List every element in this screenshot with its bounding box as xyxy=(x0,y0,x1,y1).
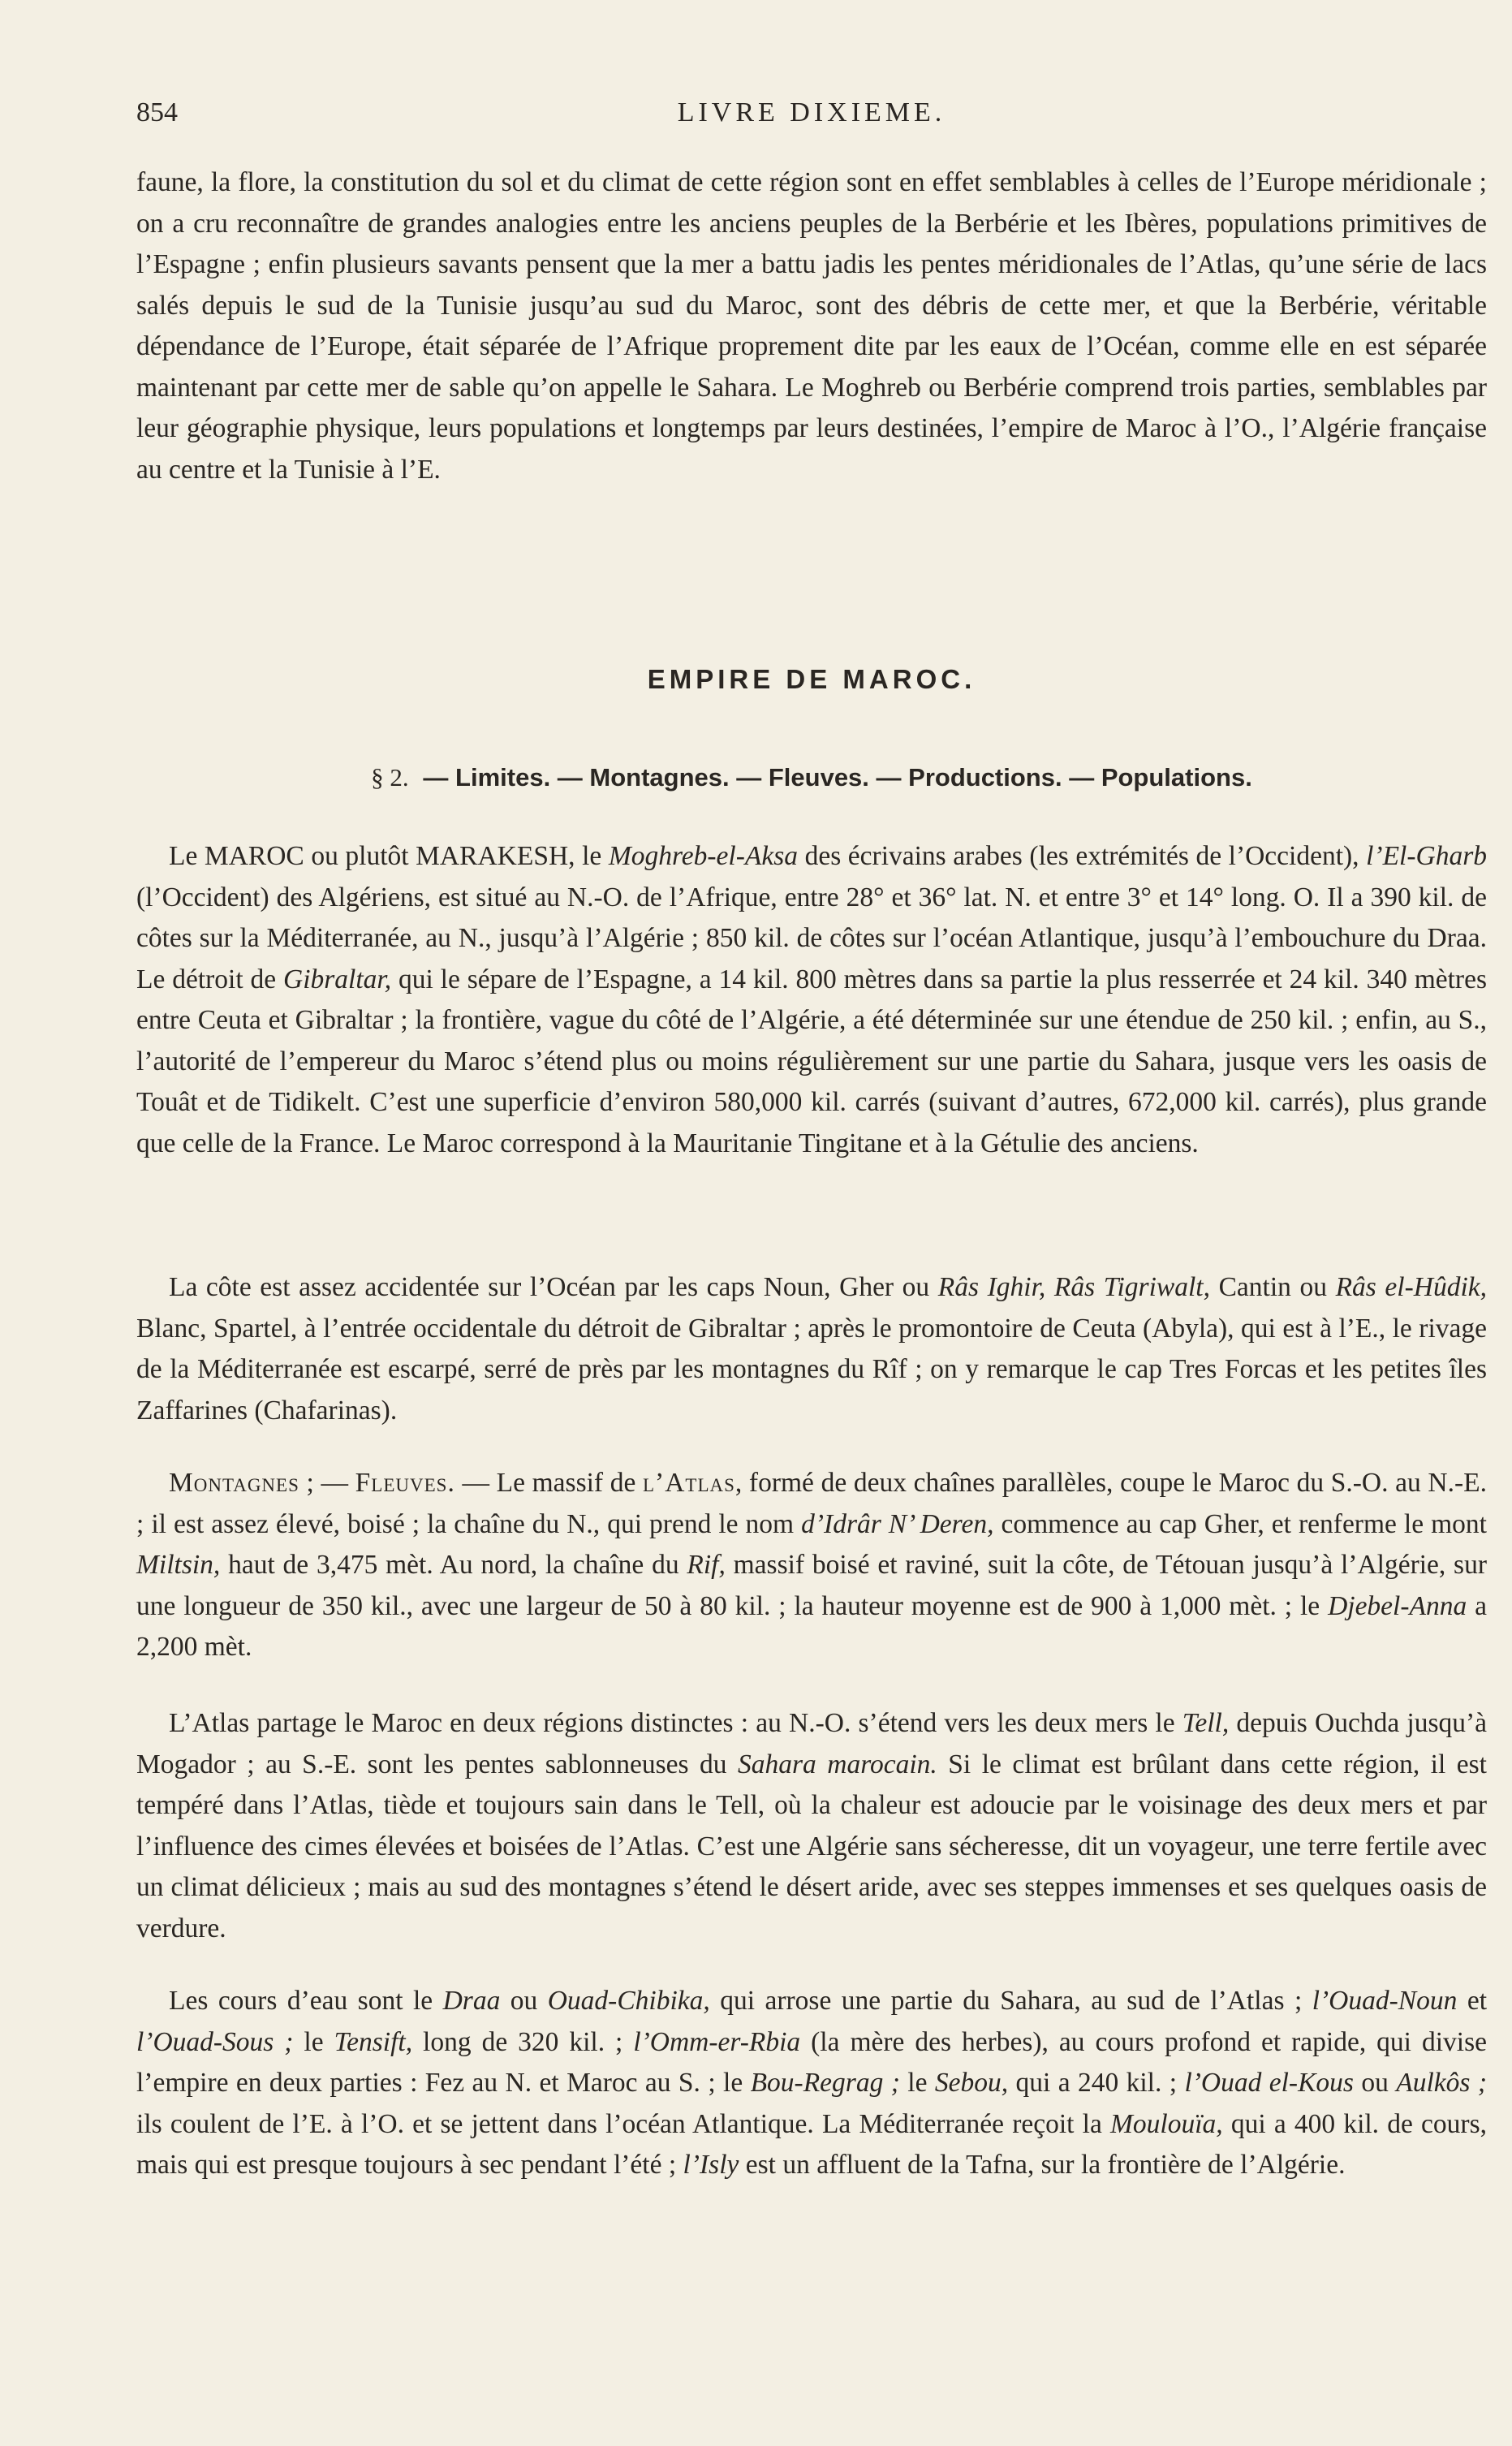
paragraph-rivers: Les cours d’eau sont le Draa ou Ouad-Chibika, qui arrose une partie du Sahara, au sud de l’Atlas ; l’Ouad-Noun et l’Ouad-Sous ; le Tensift, long de 320 kil. ; l’Omm-er-Rbia (la mère des herbes), au cours profond et rapide, qui divise l’empire en deux parties : Fez au N. et Maroc au S. ; le Bou-Regrag ; le Sebou, qui a 240 kil. ; l’Ouad el-Kous ou Aulkôs ; ils coulent de l’E. à l’O. et se jettent dans l’océan Atlantique. La Méditerranée reçoit la Moulouïa, qui a 400 kil. de cours, mais qui est presque toujours à sec pendant l’été ; l’Isly est un affluent de la Tafna, sur la frontière de l’Algérie. xyxy=(136,1986,1487,2180)
page-header xyxy=(136,97,1487,146)
paragraph-regions: L’Atlas partage le Maroc en deux régions distinctes : au N.-O. s’étend vers les deux mers le Tell, depuis Ouchda jusqu’à Mogador ; au S.-E. sont les pentes sablonneuses du Sahara marocain. Si le climat est brûlant dans cette région, il est tempéré dans l’Atlas, tiède et toujours sain dans le Tell, où la chaleur est adoucie par le voisinage des deux mers et par l’influence des cimes élevées et boisées de l’Atlas. C’est une Algérie sans sécheresse, dit un voyageur, une terre fertile avec un climat délicieux ; mais au sud des montagnes s’étend le désert aride, avec ses steppes immenses et ses quelques oasis de verdure. xyxy=(136,1708,1488,1943)
paragraph-coast: La côte est assez accidentée sur l’Océan par les caps Noun, Gher ou Râs Ighir, Râs Tigriwalt, Cantin ou Râs el-Hûdik, Blanc, Spartel, à l’entrée occidentale du détroit de Gibraltar ; après le promontoire de Ceuta (Abyla), qui est à l’E., le rivage de la Méditerranée est escarpé, serré de près par les montagnes du Rîf ; on y remarque le cap Tres Forcas et les petites îles Zaffarines (Chafarinas). xyxy=(136,1272,1488,1426)
section-number: § 2. xyxy=(371,763,409,792)
paragraph-mountains: Montagnes ; — Fleuves. — Le massif de l’Atlas, formé de deux chaînes parallèles, coupe le Maroc du S.-O. au N.-E. ; il est assez élevé, boisé ; la chaîne du N., qui prend le nom d’Idrâr N’ Deren, commence au cap Gher, et renferme le mont Miltsin, haut de 3,475 mèt. Au nord, la chaîne du Rif, massif boisé et raviné, suit la côte, de Tétouan jusqu’à l’Algérie, sur une longueur de 350 kil., avec une largeur de 50 à 80 kil. ; la hauteur moyenne est de 900 à 1,000 mèt. ; le Djebel-Anna a 2,200 mèt. xyxy=(136,1468,1487,1662)
page-number: 854 xyxy=(136,97,178,127)
section-subtitle xyxy=(136,763,1487,792)
running-head: LIVRE DIXIEME. xyxy=(677,97,946,127)
section-topics: — Limites. — Montagnes. — Fleuves. — Productions. — Populations. xyxy=(423,763,1252,792)
section-title: EMPIRE DE MAROC. xyxy=(647,664,976,694)
intro-paragraph: faune, la flore, la constitution du sol et du climat de cette région sont en effet semblables à celles de l’Europe méridionale ; on a cru reconnaître de grandes analogies entre les anciens peuples de la Berbérie et les Ibères, populations primitives de l’Espagne ; enfin plusieurs savants pensent que la mer a battu jadis les pentes méridionales de l’Atlas, qu’une série de lacs salés depuis le sud de la Tunisie jusqu’au sud du Maroc, sont des débris de cette mer, et que la Berbérie, véritable dépendance de l’Europe, était séparée de l’Afrique proprement dite par les eaux de l’Océan, comme elle en est séparée maintenant par cette mer de sable qu’on appelle le Sahara. Le Moghreb ou Berbérie comprend trois parties, semblables par leur géographie physique, leurs populations et longtemps par leurs destinées, l’empire de Maroc à l’O., l’Algérie française au centre et la Tunisie à l’E. xyxy=(136,167,1487,485)
paragraph-limits: Le MAROC ou plutôt MARAKESH, le Moghreb-el-Aksa des écrivains arabes (les extrémités de l’Occident), l’El-Gharb (l’Occident) des Algériens, est situé au N.-O. de l’Afrique, entre 28° et 36° lat. N. et entre 3° et 14° long. O. Il a 390 kil. de côtes sur la Méditerranée, au N., jusqu’à l’Algérie ; 850 kil. de côtes sur l’océan Atlantique, jusqu’à l’embouchure du Draa. Le détroit de Gibraltar, qui le sépare de l’Espagne, a 14 kil. 800 mètres dans sa partie la plus resserrée et 24 kil. 340 mètres entre Ceuta et Gibraltar ; la frontière, vague du côté de l’Algérie, a été déterminée sur une étendue de 250 kil. ; enfin, au S., l’autorité de l’empereur du Maroc s’étend plus ou moins régulièrement sur une partie du Sahara, jusque vers les oasis de Touât et de Tidikelt. C’est une superficie d’environ 580,000 kil. carrés (suivant d’autres, 672,000 kil. carrés), plus grande que celle de la France. Le Maroc correspond à la Mauritanie Tingitane et à la Gétulie des anciens. xyxy=(136,841,1487,1158)
